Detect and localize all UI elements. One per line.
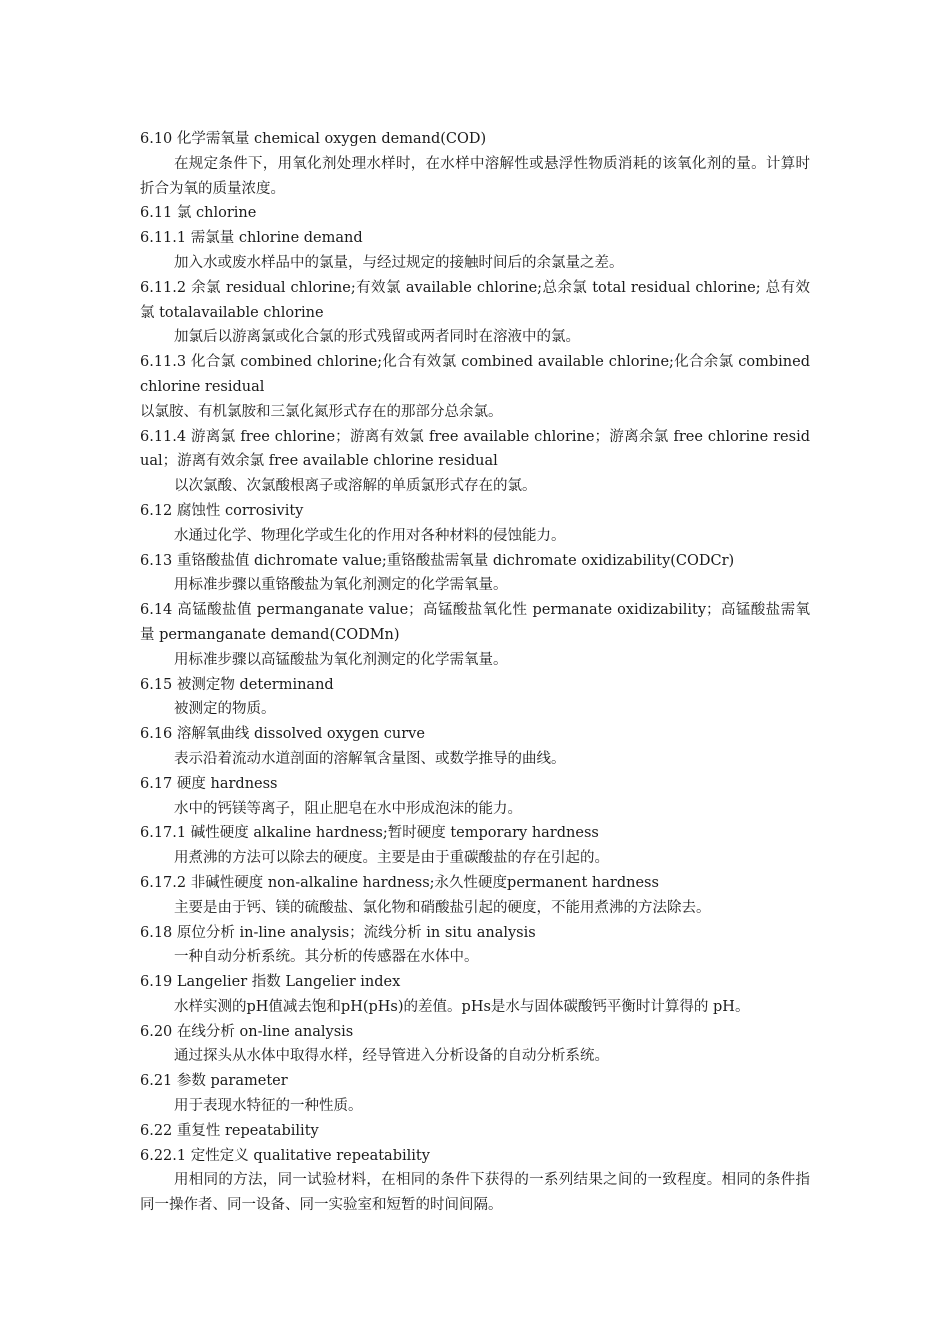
definition-paragraph: 用标准步骤以重铬酸盐为氧化剂测定的化学需氧量。 [174, 577, 508, 594]
term-heading: 6.19 Langelier 指数 Langelier index [140, 974, 401, 991]
term-heading: 6.11.3 化合氯 combined chlorine;化合有效氯 combined available chlorine;化合余氯 combined chlorine residual [140, 354, 810, 395]
term-heading: 6.11.1 需氯量 chlorine demand [140, 230, 363, 247]
term-heading: 6.13 重铬酸盐值 dichromate value;重铬酸盐需氧量 dichromate oxidizability(CODCr) [140, 552, 735, 569]
definition-paragraph: 主要是由于钙、镁的硫酸盐、氯化物和硝酸盐引起的硬度，不能用煮沸的方法除去。 [174, 899, 711, 916]
term-heading: 6.20 在线分析 on-line analysis [140, 1023, 354, 1040]
definition-paragraph: 用于表现水特征的一种性质。 [174, 1098, 363, 1115]
term-heading: 6.18 原位分析 in-line analysis；流线分析 in situ analysis [140, 924, 536, 941]
definition-paragraph: 水通过化学、物理化学或生化的作用对各种材料的侵蚀能力。 [174, 527, 566, 544]
definition-paragraph: 用煮沸的方法可以除去的硬度。主要是由于重碳酸盐的存在引起的。 [174, 850, 609, 867]
definition-paragraph: 加入水或废水样品中的氯量，与经过规定的接触时间后的余氯量之差。 [174, 254, 624, 271]
term-heading: 6.11.2 余氯 residual chlorine;有效氯 available chlorine;总余氯 total residual chlorine; 总有效氯 totalavailable chlorine [140, 279, 810, 321]
definition-paragraph: 被测定的物质。 [174, 701, 276, 718]
definition-paragraph: 用标准步骤以高锰酸盐为氧化剂测定的化学需氧量。 [174, 651, 508, 668]
term-heading: 6.10 化学需氧量 chemical oxygen demand(COD) [140, 131, 487, 147]
definition-paragraph: 水中的钙镁等离子，阻止肥皂在水中形成泡沫的能力。 [174, 800, 522, 817]
term-heading: 6.17.1 碱性硬度 alkaline hardness;暂时硬度 temporary hardness [140, 825, 599, 842]
term-heading: 6.17 硬度 hardness [140, 775, 278, 792]
term-heading: 6.17.2 非碱性硬度 non-alkaline hardness;永久性硬度permanent hardness [140, 874, 659, 891]
term-heading: 以氯胺、有机氯胺和三氯化氮形式存在的那部分总余氯。 [140, 403, 503, 420]
term-heading: 6.11.4 游离氯 free chlorine；游离有效氯 free available chlorine；游离余氯 free chlorine residual；游离有效余氯 free available chlorine residual [140, 428, 810, 470]
term-heading: 6.11 氯 chlorine [140, 205, 257, 222]
term-heading: 6.15 被测定物 determinand [140, 676, 334, 693]
term-heading: 6.14 高锰酸盐值 permanganate value；高锰酸盐氧化性 permanate oxidizability；高锰酸盐需氧量 permanganate demand(CODMn) [140, 602, 810, 643]
definition-paragraph: 水样实测的pH值减去饱和pH(pHs)的差值。pHs是水与固体碳酸钙平衡时计算得的 pH。 [174, 998, 750, 1015]
term-heading: 6.12 腐蚀性 corrosivity [140, 502, 304, 519]
document-page [140, 127, 810, 1218]
definition-paragraph: 在规定条件下，用氧化剂处理水样时，在水样中溶解性或悬浮性物质消耗的该氧化剂的量。计算时折合为氧的质量浓度。 [140, 155, 810, 197]
definition-paragraph: 通过探头从水体中取得水样，经导管进入分析设备的自动分析系统。 [174, 1048, 609, 1065]
term-heading: 6.21 参数 parameter [140, 1073, 288, 1090]
definition-paragraph: 以次氯酸、次氯酸根离子或溶解的单质氯形式存在的氯。 [174, 478, 537, 495]
definition-paragraph: 表示沿着流动水道剖面的溶解氧含量图、或数学推导的曲线。 [174, 750, 566, 767]
term-heading: 6.22 重复性 repeatability [140, 1122, 319, 1139]
definition-paragraph: 加氯后以游离氯或化合氯的形式残留或两者同时在溶液中的氯。 [174, 329, 580, 346]
definition-paragraph: 用相同的方法，同一试验材料，在相同的条件下获得的一系列结果之间的一致程度。相同的条件指同一操作者、同一设备、同一实验室和短暂的时间间隔。 [140, 1172, 810, 1214]
term-heading: 6.22.1 定性定义 qualitative repeatability [140, 1147, 430, 1164]
definition-paragraph: 一种自动分析系统。其分析的传感器在水体中。 [174, 949, 479, 966]
term-heading: 6.16 溶解氧曲线 dissolved oxygen curve [140, 726, 425, 743]
